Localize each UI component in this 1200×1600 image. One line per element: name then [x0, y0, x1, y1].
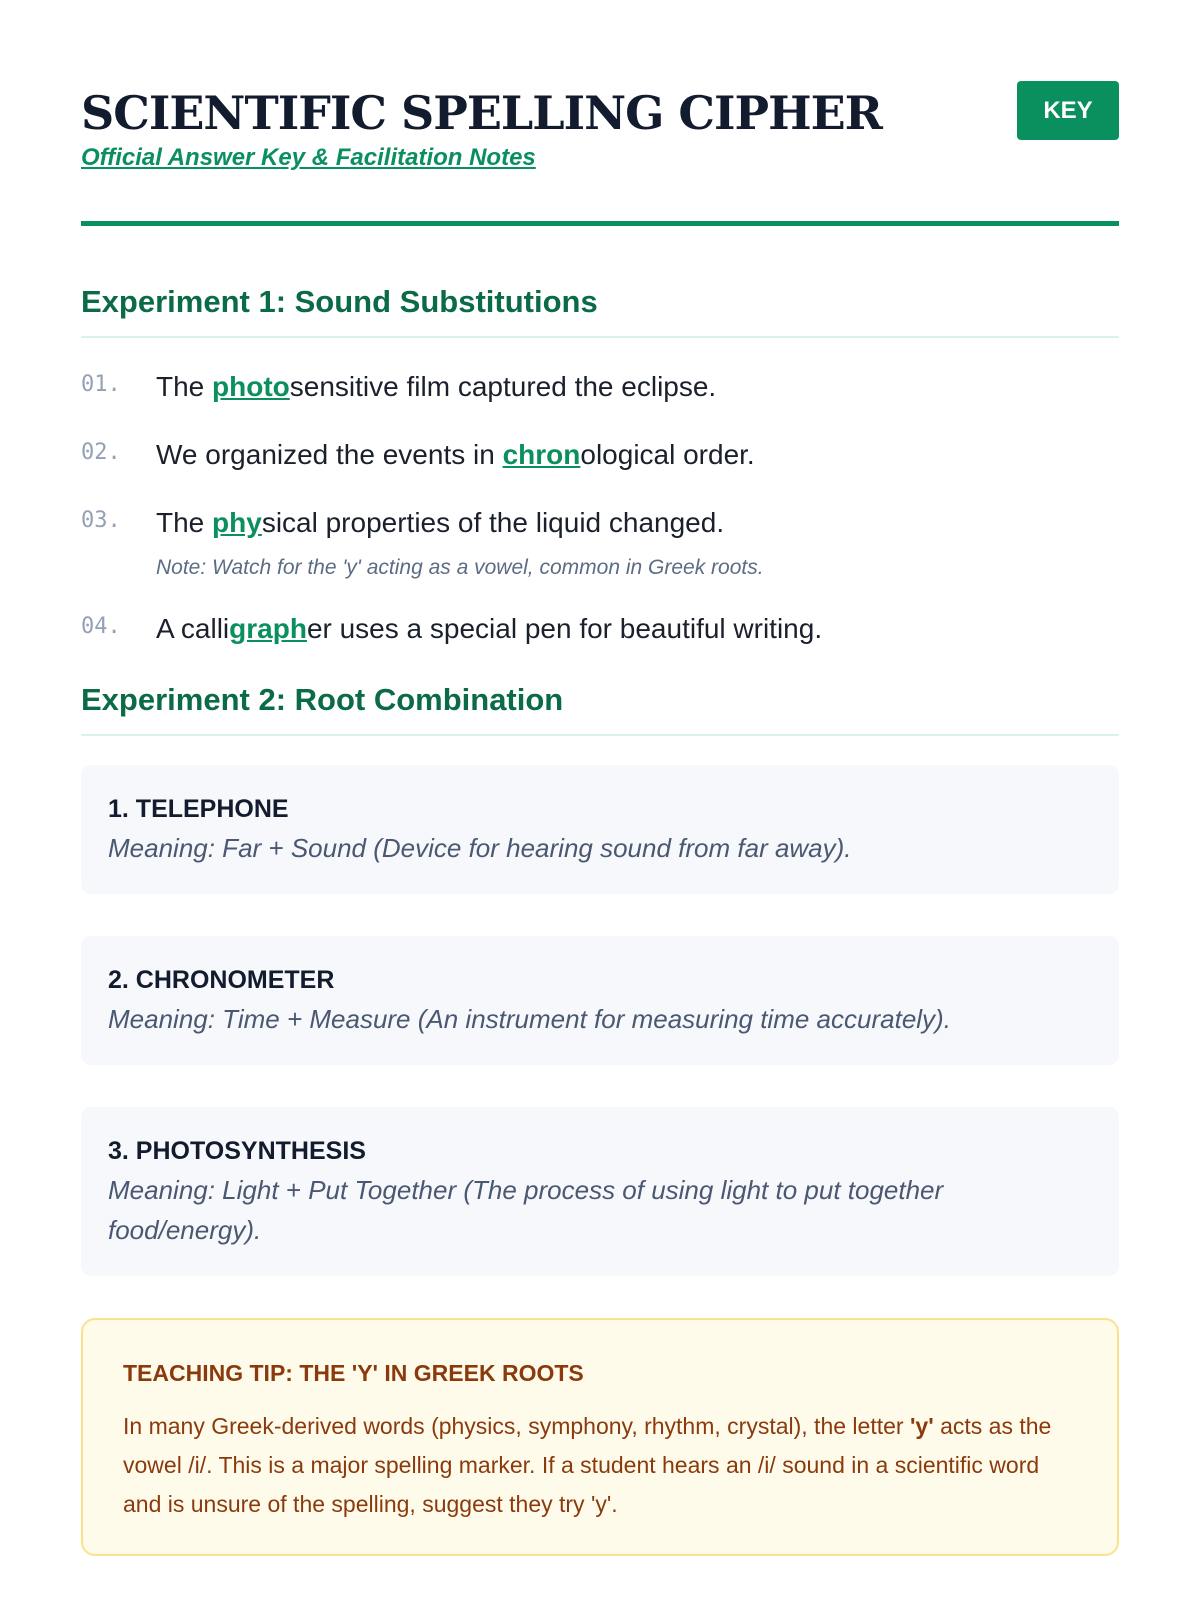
teaching-tip-box: [81, 1318, 1119, 1556]
sentence-before: The: [156, 371, 213, 402]
list-item: [81, 368, 1119, 406]
card-meaning: Meaning: Far + Sound (Device for hearing sound from far away).: [108, 833, 852, 863]
highlighted-root: phy: [212, 507, 262, 538]
experiment-2-title: Experiment 2: Root Combination: [81, 682, 1119, 736]
highlighted-root: photo: [212, 371, 290, 402]
sentence-note: Note: Watch for the 'y' acting as a vowel, common in Greek roots.: [156, 556, 764, 579]
sentence-after: ological order.: [580, 439, 755, 470]
root-card-list: [81, 765, 1119, 1276]
sentence-before: A calli: [156, 613, 230, 644]
page-title: SCIENTIFIC SPELLING CIPHER: [81, 86, 882, 140]
list-item: [81, 436, 1119, 474]
card-title: 2. CHRONOMETER: [108, 966, 335, 994]
root-card: [81, 765, 1119, 894]
tip-text-before: In many Greek-derived words (physics, symphony, rhythm, crystal), the letter: [123, 1413, 910, 1439]
tip-title: TEACHING TIP: THE 'Y' IN GREEK ROOTS: [123, 1360, 584, 1386]
sentence-text: [156, 368, 716, 406]
card-meaning: Meaning: Light + Put Together (The process of using light to put together food/energy).: [108, 1175, 944, 1245]
item-number: 04.: [81, 614, 121, 639]
list-item: [81, 504, 1119, 580]
experiment-1-title: Experiment 1: Sound Substitutions: [81, 284, 1119, 338]
card-title: 1. TELEPHONE: [108, 795, 289, 823]
sentence-list: [81, 368, 1119, 648]
tip-text: [123, 1407, 1077, 1524]
sentence-before: We organized the events in: [156, 439, 503, 470]
item-number: 01.: [81, 372, 121, 397]
page-header: [81, 0, 1119, 226]
sentence-text: [156, 610, 822, 648]
sentence-after: sensitive film captured the eclipse.: [289, 371, 717, 402]
card-meaning: Meaning: Time + Measure (An instrument for measuring time accurately).: [108, 1004, 951, 1034]
tip-text-bold: 'y': [909, 1413, 934, 1439]
page-subtitle: Official Answer Key & Facilitation Notes: [81, 144, 536, 171]
sentence-after: er uses a special pen for beautiful writing.: [306, 613, 823, 644]
sentence-text: [156, 504, 764, 542]
list-item: [81, 610, 1119, 648]
sentence-after: sical properties of the liquid changed.: [261, 507, 725, 538]
tip-text-after: acts as the vowel /i/. This is a major spelling marker. If a student hears an /i/ sound in a scientific word and is unsure of the spelling, suggest they try 'y'.: [123, 1413, 1052, 1517]
card-title: 3. PHOTOSYNTHESIS: [108, 1137, 366, 1165]
root-card: [81, 936, 1119, 1065]
key-badge: KEY: [1017, 81, 1119, 140]
item-number: 02.: [81, 440, 121, 465]
highlighted-root: chron: [502, 439, 581, 470]
highlighted-root: graph: [229, 613, 307, 644]
sentence-before: The: [156, 507, 213, 538]
root-card: [81, 1107, 1119, 1276]
sentence-text: [156, 436, 755, 474]
item-number: 03.: [81, 508, 121, 533]
